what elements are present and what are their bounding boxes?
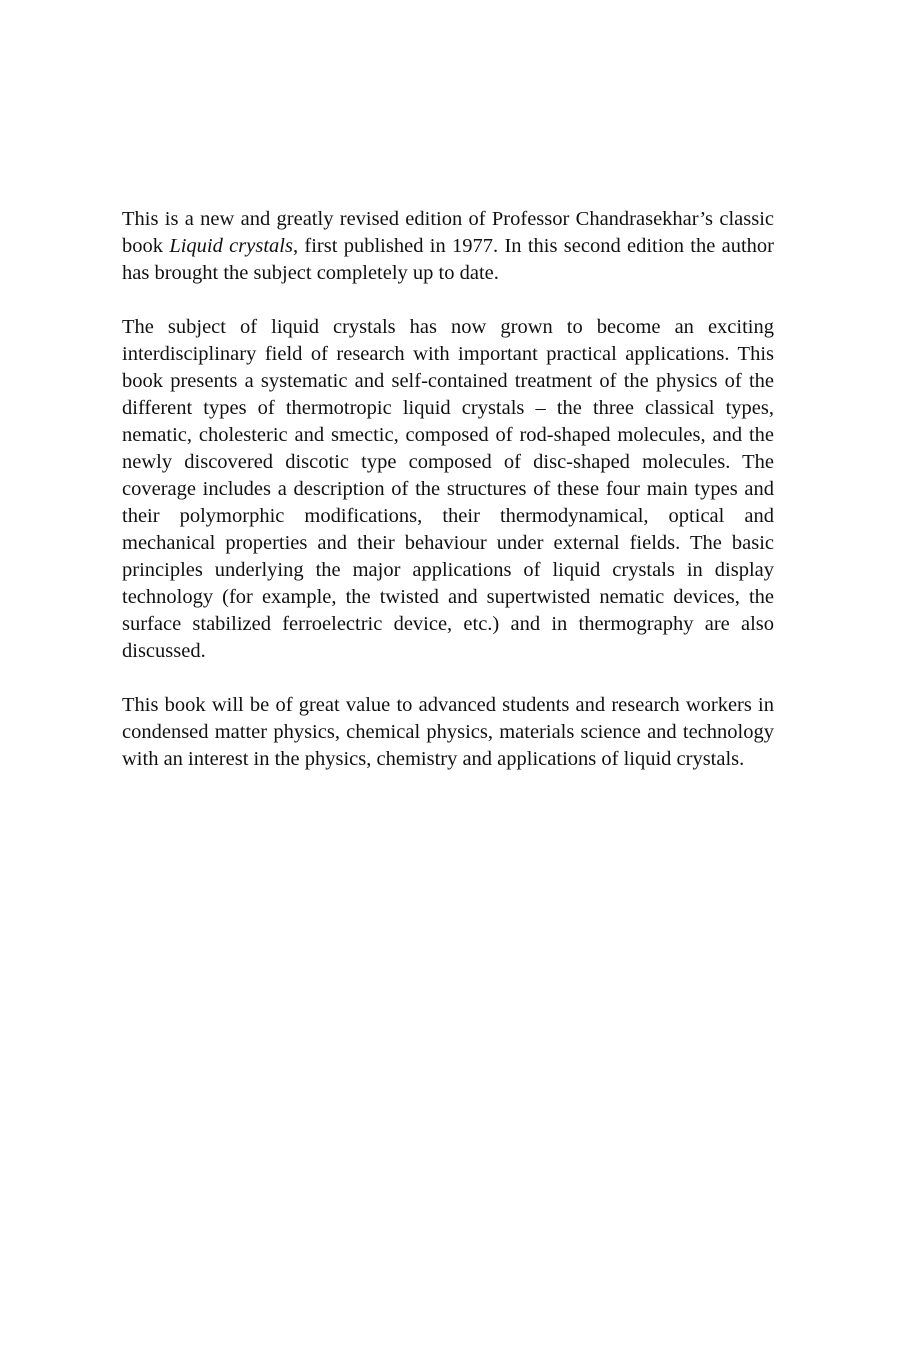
paragraph-edition-intro xyxy=(122,206,774,287)
blurb-text xyxy=(122,206,774,800)
paragraph-1-lead: This is a new and greatly revised edition of Professor Chandrasekhar’s classic book xyxy=(122,208,774,257)
paragraph-audience: This book will be of great value to advanced students and research workers in condensed matter physics, chemical physics, materials science and technology with an interest in the physics, chemistry and applications of liquid crystals. xyxy=(122,694,774,770)
paragraph-1-tail: , first published in 1977. In this second edition the author has brought the subject completely up to date. xyxy=(122,235,774,284)
paragraph-subject-description: The subject of liquid crystals has now grown to become an exciting interdisciplinary field of research with important practical applications. This book presents a systematic and self-contained treatment of the physics of the different types of thermotropic liquid crystals – the three classical types, nematic, cholesteric and smectic, composed of rod-shaped molecules, and the newly discovered discotic type composed of disc-shaped molecules. The coverage includes a description of the structures of these four main types and their polymorphic modifications, their thermodynamical, optical and mechanical properties and their behaviour under external fields. The basic principles underlying the major applications of liquid crystals in display technology (for example, the twisted and supertwisted nematic devices, the surface stabilized ferroelectric device, etc.) and in thermography are also discussed. xyxy=(122,316,774,662)
book-title: Liquid crystals xyxy=(169,235,293,257)
